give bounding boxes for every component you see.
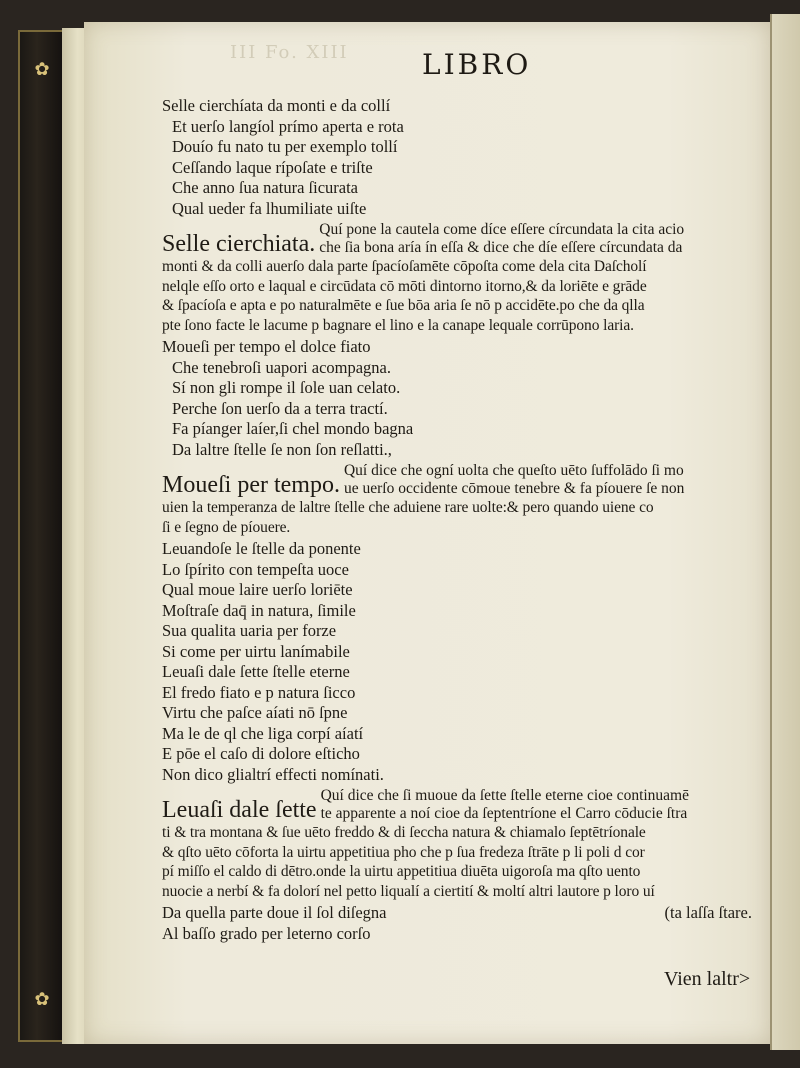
- running-title: LIBRO: [422, 48, 532, 81]
- commentary-line: ue uerſo occidente cōmoue tenebre & fa píouere ſe non: [343, 480, 685, 497]
- verse-stanza-3: [162, 539, 762, 785]
- commentary-head: [162, 462, 762, 498]
- commentary-head: [162, 221, 762, 257]
- facing-page-edge: [770, 14, 800, 1050]
- verse-overflow: (ta laſſa ſtare.: [664, 903, 752, 922]
- commentary-1: [162, 221, 762, 335]
- commentary-lemma: Leuaſi dale ſette: [162, 797, 317, 823]
- verse-line: Ma le de ql che liga corpí aíatí: [162, 723, 364, 743]
- verse-line: Leuaſi dale ſette ſtelle eterne: [162, 662, 350, 681]
- commentary-line: nelqle eſſo orto e laqual e circūdata cō mōti dintorno itorno,& da loriēte e grāde: [162, 277, 647, 295]
- verse-line: [162, 903, 762, 924]
- commentary-line: nuocie a nerbí & fa dolorí nel petto liqualí a ciertití & moltí altri lautore p loro uí: [162, 882, 655, 900]
- verse-line: Et uerſo langíol prímo aperta e rota: [172, 116, 404, 136]
- page-text: [162, 96, 762, 944]
- verse-line: Che anno ſua natura ſicurata: [172, 178, 359, 197]
- verse-line: Fa píanger laíer,ſi chel mondo bagna: [172, 419, 414, 438]
- verse-line: Virtu che paſce aíati nō ſpne: [162, 703, 348, 722]
- verse-line: Perche ſon uerſo da a terra tractí.: [172, 398, 388, 418]
- verse-line: Che tenebroſi uapori acompagna.: [172, 357, 392, 377]
- verse-line: Moueſi per tempo el dolce fiato: [162, 337, 371, 356]
- commentary-lemma: Moueſi per tempo.: [162, 472, 340, 498]
- catchword: Vien laltr>: [664, 968, 751, 990]
- commentary-line: pí miſſo el caldo di dētro.onde la uirtu appetitiua diuēta uigoroſa ma qſto uento: [162, 863, 641, 880]
- verse-line: Da laltre ſtelle ſe non ſon reſlatti.,: [172, 439, 392, 459]
- commentary-line: & ſpacíoſa e apta e po naturalmēte e ſue bōa aria ſe nō p accidēte.po che da qlla: [162, 297, 645, 314]
- book-binding: [18, 30, 64, 1042]
- commentary-line: monti & da colli auerſo dala parte ſpacíoſamēte cōpoſta come dela cita Daſcholí: [162, 258, 647, 275]
- commentary-head: [162, 787, 762, 823]
- commentary-lemma: Selle cierchiata.: [162, 231, 316, 257]
- commentary-line: che ſia bona aría ín eſſa & dice che díe eſſere círcundata da: [319, 239, 683, 256]
- show-through-heading: III Fo. XIII: [230, 42, 349, 63]
- gold-ornament-icon: ✿: [34, 989, 50, 1010]
- verse-text: Da quella parte doue il ſol diſegna: [162, 903, 387, 922]
- verse-line: Al baſſo grado per leterno corſo: [162, 923, 371, 943]
- commentary-line: Quí pone la cautela come díce eſſere círcundata la cita acio: [319, 221, 685, 238]
- commentary-line: uien la temperanza de laltre ſtelle che aduiene rare uolte:& pero quando uiene co: [162, 499, 654, 516]
- commentary-line: ti & tra montana & ſue uēto freddo & di ſeccha natura & chiamalo ſeptētríonale: [162, 824, 646, 841]
- facing-page-fragment: [772, 14, 800, 94]
- verse-stanza-1: [162, 96, 762, 219]
- commentary-line: & qſto uēto cōforta la uirtu appetitiua pho che p ſua fredeza ſtrāte p li poli d cor: [162, 843, 645, 861]
- commentary-line: Quí dice che ſi muoue da ſette ſtelle eterne cioe continuamē: [320, 787, 689, 804]
- verse-line: Moſtraſe daq̄ in natura, ſimile: [162, 600, 356, 620]
- commentary-line: Quí dice che ogní uolta che queſto uēto ſuffolādo ſi mo: [343, 462, 684, 479]
- verse-line: Douío fu nato tu per exemplo tollí: [172, 137, 398, 156]
- commentary-line: ſi e ſegno de píouere.: [162, 518, 291, 536]
- verse-line: Sí non gli rompe il ſole uan celato.: [172, 378, 401, 397]
- commentary-line: pte ſono facte le lacume p bagnare el lino e la canape lequale corrūpono laria.: [162, 316, 634, 334]
- verse-line: Qual moue laire uerſo loriēte: [162, 580, 353, 599]
- verse-line: E pōe el caſo di dolore eſticho: [162, 744, 360, 763]
- verse-line: El fredo fiato e p natura ſicco: [162, 682, 356, 702]
- gold-ornament-icon: ✿: [34, 59, 50, 80]
- verse-line: Si come per uirtu lanímabile: [162, 641, 350, 661]
- commentary-2: [162, 462, 762, 537]
- verse-line: Lo ſpírito con tempeſta uoce: [162, 559, 349, 579]
- commentary-3: [162, 787, 762, 901]
- verse-line: Ceſſando laque rípoſate e triſte: [172, 157, 373, 177]
- verse-stanza-4: [162, 903, 762, 944]
- verse-line: Leuandoſe le ſtelle da ponente: [162, 539, 361, 558]
- verse-line: Qual ueder fa lhumiliate uiſte: [172, 198, 367, 218]
- commentary-line: te apparente a noí cioe da ſeptentríone el Carro cōducie ſtra: [320, 805, 688, 822]
- verse-line: Selle cierchíata da monti e da collí: [162, 96, 391, 115]
- verse-line: Non dico glialtrí effecti nomínati.: [162, 764, 384, 784]
- verse-line: Sua qualita uaria per forze: [162, 621, 337, 640]
- verse-stanza-2: [162, 337, 762, 460]
